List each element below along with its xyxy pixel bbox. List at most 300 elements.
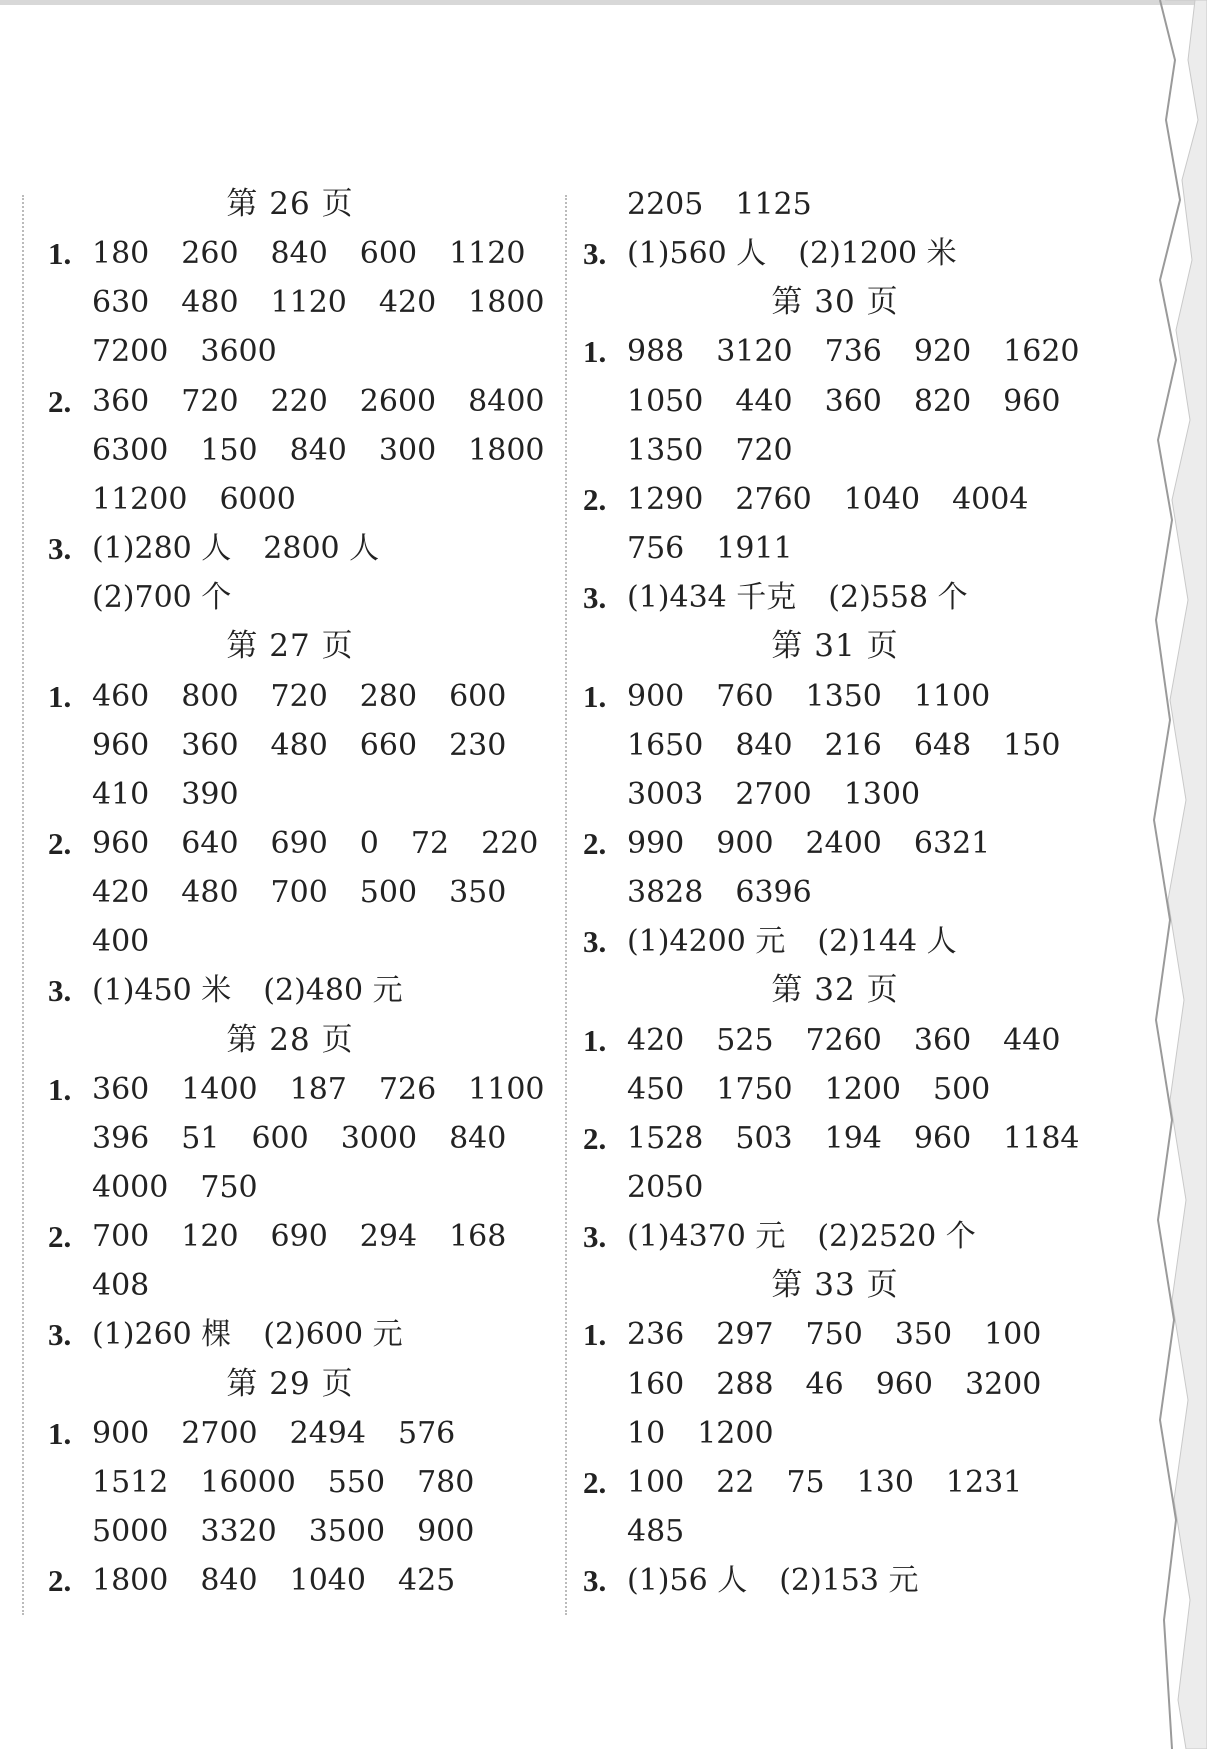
answer-value: 3003	[627, 776, 704, 812]
answer-value: 350	[894, 1317, 953, 1353]
answer-value: 400	[92, 924, 150, 960]
page-heading: 第 31 页	[771, 628, 899, 665]
answer-value: 1800	[468, 432, 545, 468]
answer-item	[40, 524, 540, 573]
answer-value: 485	[627, 1514, 685, 1550]
answer-values	[627, 770, 952, 819]
answer-values	[627, 1556, 951, 1605]
item-number: 3.	[583, 236, 607, 272]
answer-value: (1)280 人	[92, 531, 232, 567]
answer-value: 800	[181, 678, 239, 714]
answer-values	[92, 475, 328, 524]
answer-item	[40, 1310, 540, 1359]
answer-continuation	[40, 1261, 540, 1310]
answer-value: 760	[716, 678, 774, 714]
item-number: 3.	[48, 531, 72, 567]
answer-continuation	[40, 573, 540, 622]
answer-item	[40, 1409, 540, 1458]
answer-continuation	[40, 770, 540, 819]
answer-value: 22	[716, 1464, 755, 1500]
answer-value: 920	[913, 334, 972, 370]
answer-value: 1290	[627, 481, 704, 517]
answer-item	[575, 1016, 1095, 1065]
answer-values	[627, 426, 825, 475]
answer-item	[575, 573, 1095, 622]
answer-value: 480	[270, 727, 328, 763]
answer-item	[575, 1556, 1095, 1605]
answer-value: 420	[92, 875, 150, 911]
answer-value: 3500	[308, 1514, 386, 1550]
answer-item	[40, 1556, 540, 1605]
answer-value: 360	[181, 727, 239, 763]
answer-item	[40, 819, 540, 868]
answer-value: 11200	[92, 481, 188, 517]
answer-item	[575, 1212, 1095, 1261]
answer-value: 360	[92, 383, 150, 419]
answer-values	[92, 377, 577, 426]
answer-value: 1400	[181, 1071, 258, 1107]
answer-values	[92, 966, 435, 1015]
page-heading: 第 30 页	[771, 284, 899, 321]
answer-value: (1)560 人	[627, 236, 767, 272]
answer-value: 1528	[627, 1120, 704, 1156]
answer-continuation	[575, 180, 1095, 229]
answer-values	[627, 180, 844, 229]
answer-value: 10	[627, 1415, 666, 1451]
answer-value: 360	[824, 383, 882, 419]
answer-value: 500	[932, 1071, 991, 1107]
answer-value: 840	[289, 432, 347, 468]
answer-value: 396	[92, 1120, 150, 1156]
answer-value: 840	[200, 1563, 258, 1599]
answer-continuation	[40, 327, 540, 376]
answer-value: 1125	[735, 187, 812, 222]
answer-value: 440	[1003, 1022, 1061, 1058]
answer-values	[92, 868, 538, 917]
answer-value: 576	[397, 1415, 456, 1451]
answer-value: 1911	[716, 531, 793, 567]
page-heading: 第 28 页	[226, 1021, 354, 1058]
item-number: 2.	[48, 1219, 72, 1255]
answer-value: 990	[627, 825, 685, 861]
answer-value: 3200	[964, 1366, 1042, 1402]
answer-value: 187	[289, 1071, 347, 1107]
answer-value: 168	[449, 1219, 507, 1255]
answer-value: 550	[327, 1464, 386, 1500]
answer-values	[92, 721, 538, 770]
answer-value: 600	[251, 1120, 309, 1156]
answer-item	[575, 1310, 1095, 1359]
answer-value: 640	[181, 825, 239, 861]
answer-value: 720	[735, 432, 793, 468]
answer-continuation	[40, 426, 545, 475]
answer-continuation	[575, 377, 1095, 426]
answer-value: (2)558 个	[828, 580, 968, 616]
answer-value: 660	[359, 727, 418, 763]
answer-value: (1)56 人	[627, 1563, 748, 1599]
answer-value: 1040	[843, 481, 921, 517]
answer-value: 1200	[697, 1415, 774, 1451]
answer-value: 410	[92, 776, 150, 812]
answer-value: 700	[270, 875, 328, 911]
answer-values	[92, 278, 577, 327]
item-number: 3.	[583, 580, 607, 616]
answer-value: 288	[716, 1366, 774, 1402]
answer-continuation	[40, 1507, 540, 1556]
answer-values	[627, 721, 1092, 770]
answer-value: 7260	[805, 1022, 882, 1058]
answer-value: 720	[181, 383, 239, 419]
answer-value: 4000	[92, 1170, 169, 1205]
answer-item	[40, 1065, 545, 1114]
answer-item	[575, 819, 1095, 868]
answer-value: 1120	[449, 236, 526, 272]
answer-value: (1)4200 元	[627, 924, 786, 960]
answer-value: 7200	[92, 334, 169, 370]
answer-value: 130	[856, 1464, 914, 1500]
page-heading: 第 33 页	[771, 1267, 899, 1304]
answer-value: 2600	[359, 383, 437, 419]
answer-value: 100	[984, 1317, 1042, 1353]
answer-value: 180	[92, 236, 150, 272]
answer-value: 236	[627, 1317, 685, 1353]
item-number: 1.	[48, 1415, 72, 1451]
answer-value: 294	[359, 1219, 418, 1255]
answer-value: 6000	[219, 481, 296, 517]
answer-value: 840	[270, 236, 328, 272]
answer-continuation	[575, 1065, 1095, 1114]
answer-value: 2700	[181, 1415, 258, 1451]
answer-value: 120	[181, 1219, 239, 1255]
answer-values	[627, 672, 1022, 721]
answer-value: 160	[627, 1366, 685, 1402]
answer-value: 460	[92, 678, 150, 714]
answer-values	[627, 917, 989, 966]
answer-item	[40, 672, 540, 721]
answer-continuation	[40, 917, 540, 966]
answer-item	[575, 229, 1095, 278]
answer-value: (2)144 人	[817, 924, 957, 960]
answer-value: 230	[449, 727, 507, 763]
answer-values	[92, 1261, 181, 1310]
answer-value: 216	[824, 727, 882, 763]
item-number: 1.	[48, 236, 72, 272]
answer-continuation	[40, 1163, 540, 1212]
answer-continuation	[40, 1458, 540, 1507]
answer-value: 3120	[716, 334, 793, 370]
answer-value: 1512	[92, 1464, 169, 1500]
answer-value: 194	[824, 1120, 882, 1156]
page-heading: 第 26 页	[226, 186, 354, 222]
answer-value: 220	[270, 383, 328, 419]
page-heading: 第 29 页	[226, 1365, 354, 1402]
answer-value: 420	[378, 285, 437, 321]
answer-value: (2)600 元	[263, 1317, 403, 1353]
answer-continuation	[40, 721, 540, 770]
answer-values	[92, 917, 181, 966]
answer-item	[40, 377, 545, 426]
answer-continuation	[575, 524, 1095, 573]
answer-continuation	[40, 475, 540, 524]
answer-continuation	[575, 770, 1095, 819]
answer-value: 2494	[289, 1415, 366, 1451]
answer-continuation	[40, 868, 540, 917]
answer-values	[627, 327, 1112, 376]
answer-values	[92, 1212, 538, 1261]
item-number: 2.	[48, 825, 72, 861]
item-number: 1.	[583, 1022, 607, 1058]
item-number: 1.	[583, 678, 607, 714]
answer-values	[627, 573, 1000, 622]
answer-value: 408	[92, 1268, 150, 1304]
answer-value: 750	[805, 1317, 863, 1353]
answer-value: 4004	[952, 481, 1029, 517]
answer-value: 900	[92, 1415, 150, 1451]
answer-value: 2205	[627, 187, 704, 222]
answer-item	[40, 1212, 540, 1261]
answer-value: 960	[875, 1366, 933, 1402]
answer-values	[92, 1114, 538, 1163]
answer-value: 1231	[945, 1464, 1023, 1500]
answer-value: 960	[92, 825, 150, 861]
answer-value: (1)450 米	[92, 973, 232, 1009]
answer-values	[92, 524, 411, 573]
answer-value: 1050	[627, 383, 704, 419]
answer-value: 72	[410, 825, 450, 861]
answer-value: 2800 人	[263, 531, 380, 567]
answer-value: 900	[627, 678, 685, 714]
answer-value: 1040	[289, 1563, 366, 1599]
answer-value: 1350	[627, 432, 704, 468]
answer-value: 360	[913, 1022, 972, 1058]
item-number: 2.	[48, 383, 72, 419]
answer-values	[92, 1458, 506, 1507]
answer-value: 300	[378, 432, 437, 468]
item-number: 2.	[583, 825, 607, 861]
answer-value: 3828	[627, 875, 704, 911]
answer-item	[575, 672, 1095, 721]
answer-value: 1350	[805, 678, 882, 714]
answer-values	[627, 1458, 1054, 1507]
answer-value: (2)1200 米	[798, 236, 957, 272]
answer-value: 1750	[716, 1071, 793, 1107]
answer-value: 220	[481, 825, 539, 861]
answer-value: 425	[397, 1563, 456, 1599]
answer-value: 360	[92, 1071, 150, 1107]
answer-item	[575, 1458, 1095, 1507]
item-number: 2.	[48, 1563, 72, 1599]
answer-values	[627, 1310, 1073, 1359]
answer-value: 2400	[805, 825, 882, 861]
answer-value: 600	[359, 236, 418, 272]
answer-values	[627, 1360, 1073, 1409]
item-number: 1.	[48, 678, 72, 714]
answer-values	[627, 475, 1060, 524]
answer-value: 1300	[843, 776, 921, 812]
answer-continuation	[575, 721, 1095, 770]
answer-value: 440	[735, 383, 793, 419]
item-number: 3.	[48, 973, 72, 1009]
answer-value: 736	[824, 334, 882, 370]
answer-value: 690	[270, 825, 328, 861]
answer-value: (2)700 个	[92, 580, 232, 616]
answer-value: 525	[716, 1022, 774, 1058]
item-number: 1.	[583, 1317, 607, 1353]
answer-item	[575, 1114, 1095, 1163]
answer-value: 720	[270, 678, 328, 714]
answer-value: 390	[181, 776, 239, 812]
item-number: 1.	[48, 1071, 72, 1107]
answer-value: 280	[359, 678, 418, 714]
answer-value: 3600	[200, 334, 277, 370]
answer-value: 297	[716, 1317, 774, 1353]
answer-value: 480	[181, 285, 239, 321]
answer-values	[92, 573, 263, 622]
answer-value: 1200	[824, 1071, 901, 1107]
answer-values	[92, 770, 271, 819]
answer-value: 3000	[340, 1120, 418, 1156]
answer-values	[92, 426, 577, 475]
answer-values	[92, 819, 570, 868]
item-number: 2.	[583, 481, 607, 517]
answer-value: 1800	[92, 1563, 169, 1599]
answer-value: 5000	[92, 1514, 169, 1550]
answer-value: 2700	[735, 776, 812, 812]
answer-value: 0	[359, 825, 379, 861]
answer-continuation	[575, 426, 1095, 475]
answer-item	[575, 475, 1095, 524]
answer-value: 1800	[468, 285, 545, 321]
answer-value: 2050	[627, 1170, 704, 1205]
answer-value: 1100	[913, 678, 991, 714]
answer-values	[92, 327, 309, 376]
answer-value: 960	[92, 727, 150, 763]
page-heading: 第 32 页	[771, 972, 899, 1009]
answer-value: 16000	[200, 1464, 296, 1500]
answer-value: 450	[627, 1071, 685, 1107]
answer-values	[92, 229, 557, 278]
answer-item	[575, 917, 1095, 966]
answer-values	[92, 1163, 290, 1212]
answer-value: 8400	[468, 383, 545, 419]
answer-values	[92, 1556, 487, 1605]
answer-value: 900	[417, 1514, 475, 1550]
answer-values	[92, 672, 538, 721]
answer-value: 960	[1003, 383, 1061, 419]
answer-value: (1)4370 元	[627, 1219, 786, 1255]
answer-continuation	[575, 1360, 1095, 1409]
answer-value: 1184	[1003, 1120, 1080, 1156]
answer-value: (1)260 棵	[92, 1317, 232, 1353]
item-number: 2.	[583, 1120, 607, 1156]
answer-value: (2)480 元	[263, 973, 403, 1009]
item-number: 1.	[583, 334, 607, 370]
answer-item	[40, 966, 540, 1015]
answer-value: (2)2520 个	[817, 1219, 976, 1255]
answer-continuation	[575, 1409, 1095, 1458]
answer-value: 1120	[270, 285, 347, 321]
answer-value: 840	[735, 727, 793, 763]
answer-continuation	[575, 1163, 1095, 1212]
answer-value: 820	[913, 383, 972, 419]
answer-value: 690	[270, 1219, 328, 1255]
answer-continuation	[40, 1114, 540, 1163]
answer-value: 503	[735, 1120, 793, 1156]
answer-value: 1100	[468, 1071, 545, 1107]
answer-values	[92, 1310, 435, 1359]
answer-value: 700	[92, 1219, 150, 1255]
answer-values	[627, 1409, 806, 1458]
answer-value: 75	[786, 1464, 825, 1500]
answer-value: 6321	[913, 825, 991, 861]
answer-value: 750	[200, 1170, 258, 1205]
answer-value: 420	[627, 1022, 685, 1058]
answer-values	[627, 1212, 1008, 1261]
item-number: 2.	[583, 1464, 607, 1500]
answer-value: 988	[627, 334, 685, 370]
answer-value: 100	[627, 1464, 685, 1500]
item-number: 3.	[48, 1317, 72, 1353]
answer-value: 630	[92, 285, 150, 321]
answer-item	[575, 327, 1095, 376]
answer-values	[92, 1409, 487, 1458]
answer-values	[627, 1114, 1112, 1163]
answer-values	[627, 1507, 716, 1556]
answer-value: 600	[449, 678, 507, 714]
answer-value: 350	[449, 875, 507, 911]
answer-values	[627, 1163, 735, 1212]
answer-value: (1)434 千克	[627, 580, 797, 616]
answer-values	[627, 819, 1022, 868]
answer-value: (2)153 元	[779, 1563, 919, 1599]
answer-values	[627, 868, 844, 917]
answer-value: 2760	[735, 481, 812, 517]
answer-values	[627, 377, 1092, 426]
answer-values	[627, 524, 825, 573]
answer-value: 780	[417, 1464, 475, 1500]
answer-value: 150	[1003, 727, 1061, 763]
answer-value: 6300	[92, 432, 169, 468]
answer-values	[627, 1065, 1022, 1114]
answer-value: 1650	[627, 727, 704, 763]
item-number: 3.	[583, 924, 607, 960]
answer-continuation	[40, 278, 545, 327]
answer-value: 6396	[735, 875, 812, 911]
answer-value: 726	[378, 1071, 437, 1107]
answer-continuation	[575, 868, 1095, 917]
answer-continuation	[575, 1507, 1095, 1556]
answer-item	[40, 229, 540, 278]
answer-value: 1620	[1003, 334, 1080, 370]
left-margin-rule	[22, 195, 24, 1615]
item-number: 3.	[583, 1219, 607, 1255]
answer-values	[92, 1507, 506, 1556]
answer-values	[92, 1065, 577, 1114]
answer-value: 756	[627, 531, 685, 567]
answer-value: 260	[181, 236, 239, 272]
answer-value: 46	[805, 1366, 844, 1402]
answer-value: 3320	[200, 1514, 277, 1550]
item-number: 3.	[583, 1563, 607, 1599]
answer-value: 648	[913, 727, 972, 763]
answer-value: 480	[181, 875, 239, 911]
answer-value: 900	[716, 825, 774, 861]
page-heading: 第 27 页	[226, 628, 354, 665]
answer-value: 500	[359, 875, 418, 911]
answer-values	[627, 229, 989, 278]
answer-value: 960	[913, 1120, 972, 1156]
answer-value: 51	[181, 1120, 220, 1156]
